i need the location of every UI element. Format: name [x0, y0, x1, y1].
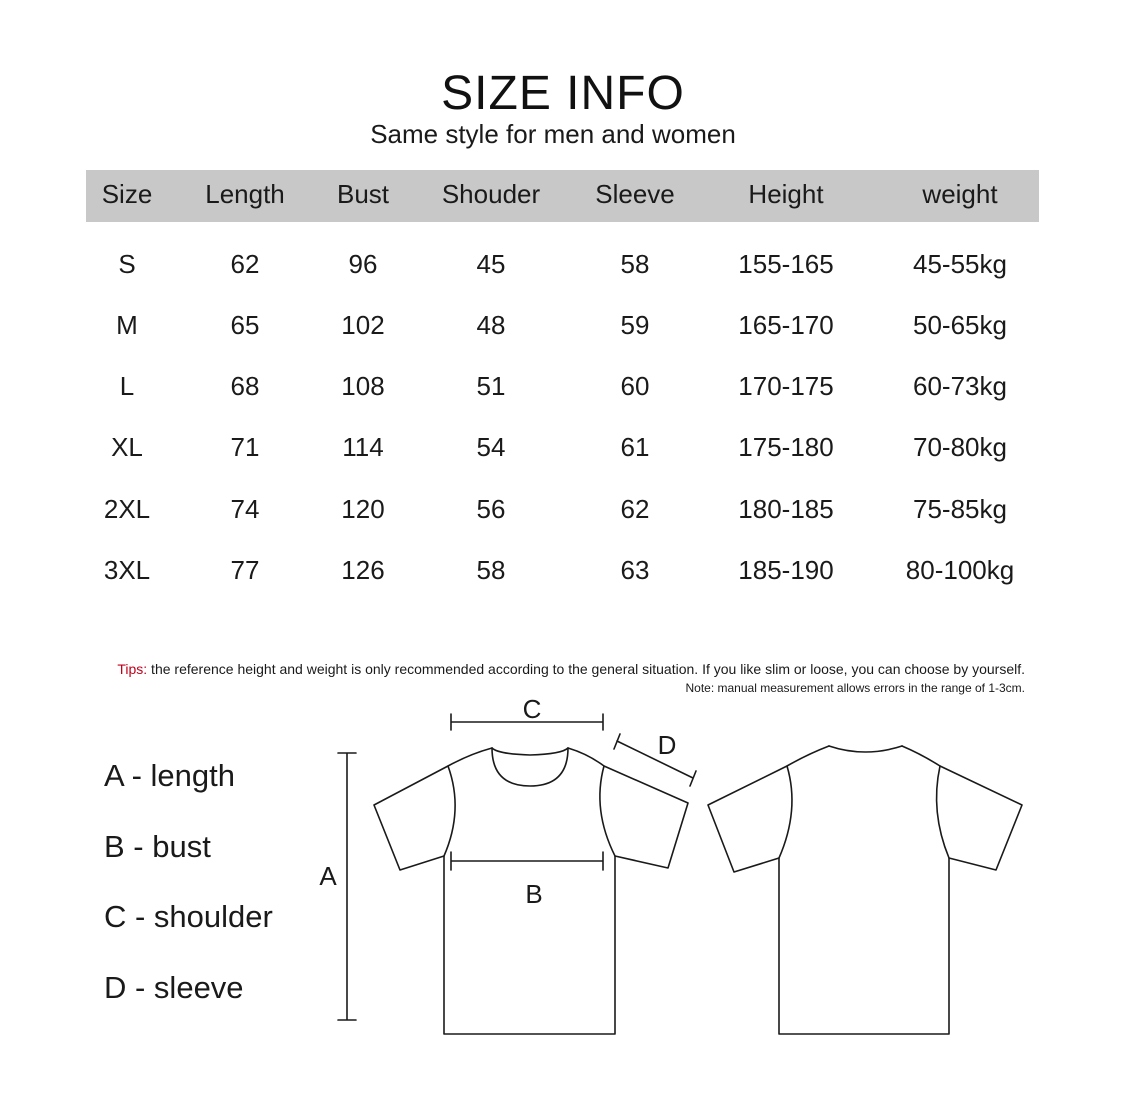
- page-title: SIZE INFO: [441, 67, 685, 120]
- front-neck-inner: [492, 748, 568, 755]
- front-left-sleeve-seam: [444, 766, 455, 856]
- legend-bust: B - bust: [104, 829, 211, 864]
- table-cell-length: 74: [230, 494, 260, 524]
- table-cell-size: 2XL: [103, 494, 151, 524]
- column-header-height: Height: [748, 179, 824, 209]
- dimension-a-line: [338, 753, 356, 1020]
- table-cell-height: 185-190: [738, 555, 834, 585]
- column-header-shoulder: Shouder: [441, 179, 541, 209]
- back-right-sleeve-seam: [937, 766, 949, 858]
- table-cell-size: S: [118, 249, 136, 279]
- table-cell-bust: 126: [341, 555, 385, 585]
- dimension-d-line: [614, 734, 696, 786]
- dimension-c-label: C: [522, 694, 542, 724]
- measurement-note: Note: manual measurement allows errors in the range of 1-3cm.: [685, 681, 1025, 695]
- table-cell-shoulder: 54: [476, 432, 506, 462]
- page-subtitle: Same style for men and women: [370, 119, 736, 149]
- back-left-sleeve-seam: [779, 766, 792, 858]
- table-cell-height: 180-185: [738, 494, 834, 524]
- table-cell-length: 71: [230, 432, 260, 462]
- table-cell-bust: 102: [341, 310, 385, 340]
- table-cell-length: 65: [230, 310, 260, 340]
- dimension-a-label: A: [319, 861, 337, 891]
- table-cell-size: L: [119, 371, 135, 401]
- back-tshirt-outline: [708, 746, 1022, 1034]
- table-cell-shoulder: 51: [476, 371, 506, 401]
- column-header-weight: weight: [922, 179, 998, 209]
- column-header-sleeve: Sleeve: [595, 179, 675, 209]
- table-cell-length: 77: [230, 555, 260, 585]
- table-cell-sleeve: 59: [620, 310, 650, 340]
- dimension-b-line: [451, 852, 603, 870]
- table-cell-length: 62: [230, 249, 260, 279]
- table-cell-height: 170-175: [738, 371, 834, 401]
- table-cell-size: 3XL: [103, 555, 151, 585]
- table-cell-shoulder: 56: [476, 494, 506, 524]
- table-cell-weight: 60-73kg: [913, 371, 1007, 401]
- table-cell-size: XL: [111, 432, 143, 462]
- tips-text: the reference height and weight is only recommended according to the general situation. If you like slim or loose, you can choose by yourself.: [147, 661, 1025, 677]
- table-cell-weight: 45-55kg: [913, 249, 1007, 279]
- dimension-d-label: D: [657, 730, 677, 760]
- table-cell-weight: 70-80kg: [913, 432, 1007, 462]
- tips-label: Tips:: [117, 661, 148, 677]
- legend-sleeve: D - sleeve: [104, 970, 244, 1005]
- table-cell-sleeve: 62: [620, 494, 650, 524]
- back-neck: [829, 746, 902, 752]
- column-header-length: Length: [205, 179, 285, 209]
- table-cell-sleeve: 58: [620, 249, 650, 279]
- table-cell-sleeve: 63: [620, 555, 650, 585]
- front-neck-outer: [492, 748, 568, 786]
- table-cell-length: 68: [230, 371, 260, 401]
- legend-length: A - length: [104, 758, 235, 793]
- table-cell-sleeve: 61: [620, 432, 650, 462]
- table-cell-shoulder: 48: [476, 310, 506, 340]
- table-cell-bust: 114: [342, 432, 384, 462]
- table-cell-height: 175-180: [738, 432, 834, 462]
- table-cell-height: 155-165: [738, 249, 834, 279]
- table-cell-size: M: [116, 310, 138, 340]
- table-cell-bust: 96: [348, 249, 378, 279]
- table-cell-shoulder: 45: [476, 249, 506, 279]
- table-cell-sleeve: 60: [620, 371, 650, 401]
- table-cell-height: 165-170: [738, 310, 834, 340]
- table-cell-shoulder: 58: [476, 555, 506, 585]
- table-cell-weight: 75-85kg: [913, 494, 1007, 524]
- front-right-sleeve-seam: [600, 766, 615, 856]
- table-cell-bust: 108: [341, 371, 385, 401]
- table-cell-weight: 80-100kg: [905, 555, 1015, 585]
- table-cell-bust: 120: [341, 494, 385, 524]
- dimension-b-label: B: [525, 879, 543, 909]
- column-header-bust: Bust: [336, 179, 390, 209]
- legend-shoulder: C - shoulder: [104, 899, 273, 934]
- column-header-size: Size: [101, 179, 153, 209]
- table-cell-weight: 50-65kg: [913, 310, 1007, 340]
